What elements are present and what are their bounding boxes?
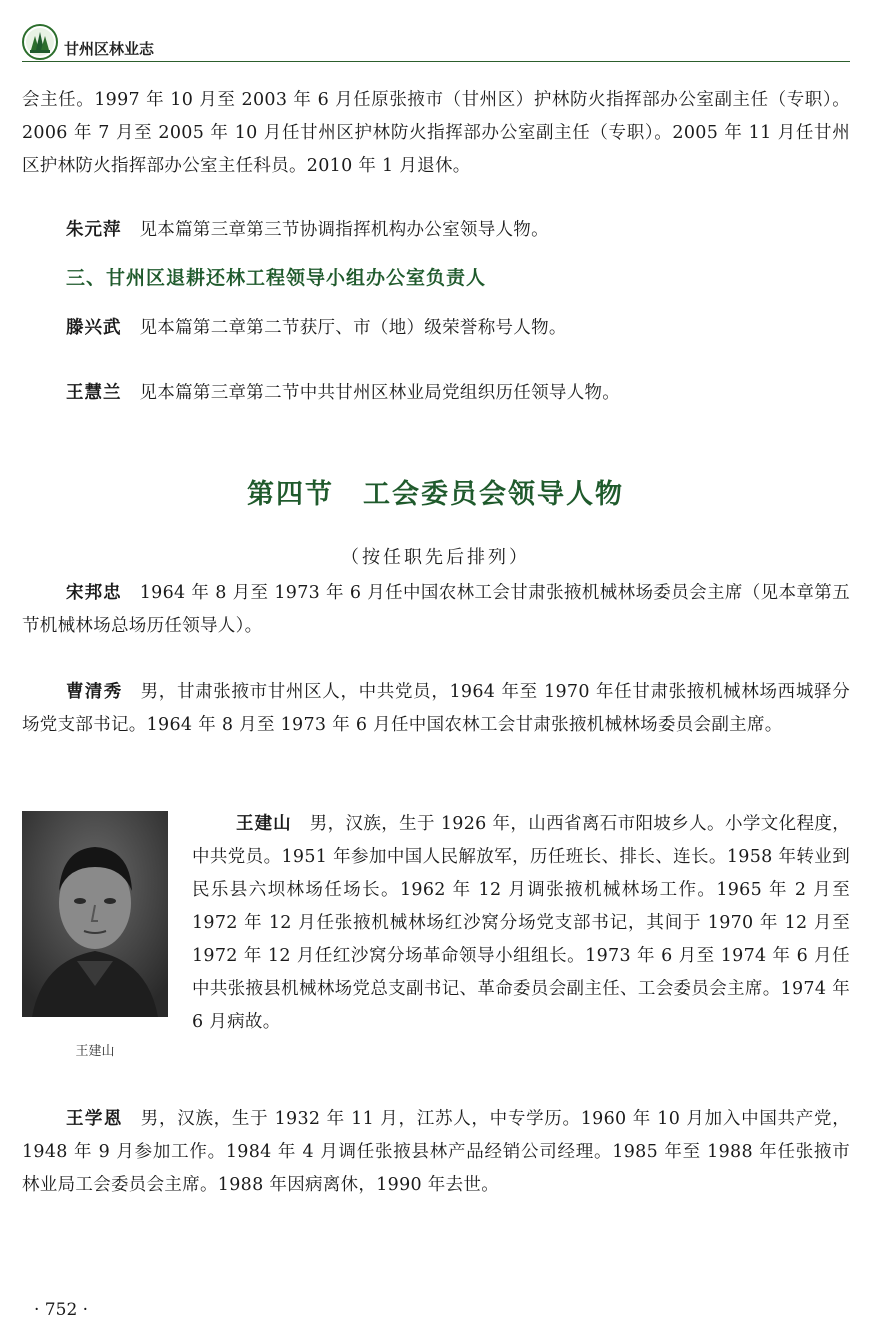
- person-text: 见本篇第三章第三节协调指挥机构办公室领导人物。: [139, 220, 549, 240]
- person-name: 朱元萍: [66, 220, 122, 240]
- book-title: 甘州区林业志: [64, 40, 155, 58]
- person-text: 男，甘肃张掖市甘州区人，中共党员，1964 年至 1970 年任甘肃张掖机械林场西城驿分场党支部书记。1964 年 8 月至 1973 年 6 月任中国农林工会甘肃张掖机械林场委员会副主席。: [22, 682, 850, 735]
- person-text: 见本篇第二章第二节获厅、市（地）级荣誉称号人物。: [139, 318, 567, 338]
- portrait-image: [22, 811, 168, 1017]
- person-name: 王慧兰: [66, 383, 122, 403]
- portrait-photo: [22, 811, 168, 1017]
- entry-wang-jianshan: [192, 808, 850, 1039]
- section-note: （按任职先后排列）: [341, 547, 530, 568]
- person-text: 男，汉族，生于 1926 年，山西省离石市阳坡乡人。小学文化程度，中共党员。1951 年参加中国人民解放军，历任班长、排长、连长。1958 年转业到民乐县六坝林场任场长。1962 年 12 月调张掖机械林场工作。1965 年 2 月至 1972 年 12 月任张掖机械林场红沙窝分场党支部书记，其间于 1970 年 12 月至 1972 年 12 月任红沙窝分场革命领导小组组长。1973 年 6 月至 1974 年 6 月任中共张掖县机械林场党总支副书记、革命委员会副主任、工会委员会主席。1974 年 6 月病故。: [192, 814, 851, 1032]
- person-name: 王建山: [236, 814, 292, 834]
- entry-cao-qingxiu: [22, 676, 850, 742]
- header-rule: [22, 61, 850, 62]
- entry-wang-huilan: [22, 377, 850, 410]
- person-text: 男，汉族，生于 1932 年 11 月，江苏人，中专学历。1960 年 10 月加入中国共产党，1948 年 9 月参加工作。1984 年 4 月调任张掖县林产品经销公司经理。1985 年至 1988 年任张掖市林业局工会委员会主席。1988 年因病离休，1990 年去世。: [22, 1109, 851, 1195]
- entry-zhu-yuanping: [22, 214, 850, 247]
- person-text: 见本篇第三章第二节中共甘州区林业局党组织历任领导人物。: [139, 383, 621, 403]
- forest-logo-icon: [22, 24, 58, 60]
- person-text: 1964 年 8 月至 1973 年 6 月任中国农林工会甘肃张掖机械林场委员会主席（见本章第五节机械林场总场历任领导人）。: [22, 583, 850, 636]
- person-name: 滕兴武: [66, 318, 122, 338]
- section-title: 第四节 工会委员会领导人物: [247, 479, 624, 510]
- page-header: [22, 24, 850, 64]
- photo-caption: 王建山: [75, 1044, 115, 1059]
- person-name: 宋邦忠: [66, 583, 122, 603]
- person-name: 曹清秀: [66, 682, 123, 702]
- entry-teng-xingwu: [22, 312, 850, 345]
- entry-wang-xueen: [22, 1103, 850, 1202]
- entry-song-bangzhong: [22, 577, 850, 643]
- subsection-heading: 三、甘州区退耕还林工程领导小组办公室负责人: [66, 267, 487, 289]
- person-name: 王学恩: [66, 1109, 123, 1129]
- page-number: · 752 ·: [34, 1300, 89, 1320]
- paragraph-continued: 会主任。1997 年 10 月至 2003 年 6 月任原张掖市（甘州区）护林防火指挥部办公室副主任（专职）。2006 年 7 月至 2005 年 10 月任甘州区护林防火指挥部办公室副主任（专职）。2005 年 11 月任甘州区护林防火指挥部办公室主任科员。2010 年 1 月退休。: [22, 90, 850, 176]
